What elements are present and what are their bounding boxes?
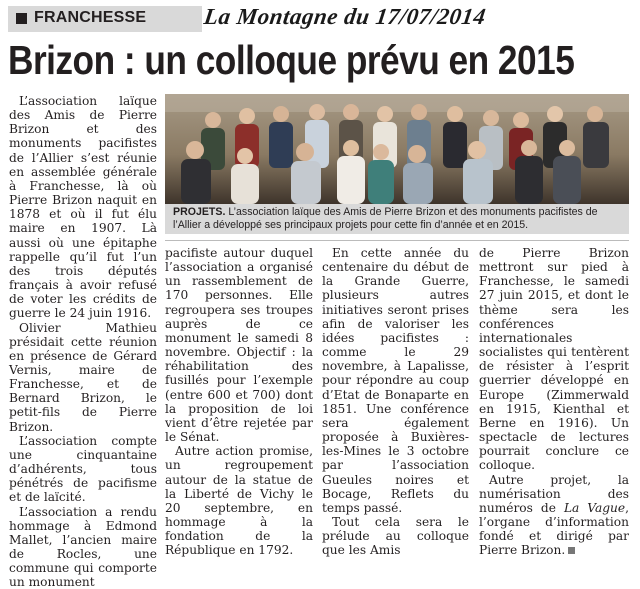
article-headline: Brizon : un colloque prévu en 2015 (8, 37, 575, 83)
handwritten-source-note: La Montagne du 17/07/2014 (202, 4, 488, 29)
caption-lead: PROJETS. (173, 206, 226, 218)
article-column-3 (322, 246, 469, 557)
group-photo-image (165, 94, 629, 204)
paragraph: de Pierre Brizon mettront sur pied à Franchesse, le samedi 27 juin 2015, et dont le thème sera les conférences internationales socialistes qui tentèrent de résister à l’esprit guerrier développé en Europe (Zimmerwald en 1915, Kienthal et Berne en 1916). Un spectacle de lectures pourrait conclure ce colloque. (479, 246, 629, 473)
article-column-1 (9, 94, 157, 589)
paragraph: Autre action promise, un regroupement autour de la statue de la Liberté de Vichy le 20 septembre, en hommage à la fondation de la République en 1792. (165, 444, 313, 558)
article-column-2 (165, 246, 313, 557)
rubric-label: FRANCHESSE (34, 9, 147, 26)
section-rubric (8, 6, 202, 32)
paragraph: Olivier Mathieu présidait cette réunion en présence de Gérard Vernis, maire de Franchesse, et de Bernard Brizon, le petit-fils de Pierre Brizon. (9, 320, 157, 434)
text-run: , l’organe d’information fondé et dirigé par Pierre Brizon. (479, 500, 629, 558)
photo-caption (165, 204, 629, 234)
caption-text: L’association laïque des Amis de Pierre Brizon et des monuments pacifistes de l’Allier a développé ses principaux projets pour cette fin d’année et en 2015. (173, 206, 598, 231)
text-run: Autre projet, la numérisation des numéros de (479, 472, 629, 515)
paragraph (479, 473, 629, 558)
divider (165, 240, 629, 241)
rubric-square-icon (16, 13, 27, 24)
paragraph: pacifiste autour duquel l’association a organisé un rassemblement de 170 personnes. Elle regroupera ses troupes auprès de ce monument le samedi 8 novembre. Objectif : la réhabilitation des fusillés pour l’exemple (entre 600 et 700) dont la proposition de loi vient d’être rejetée par le Sénat. (165, 246, 313, 445)
newspaper-title: La Vague (563, 500, 626, 515)
end-of-article-icon (568, 547, 575, 554)
paragraph: L’association compte une cinquantaine d’adhérents, tous pénétrés de pacifisme et de laïcité. (9, 433, 157, 505)
paragraph: L’association laïque des Amis de Pierre Brizon et des monuments pacifistes de l’Allier s’est réunie en assemblée générale à Franchesse, là où Pierre Brizon naquit en 1878 et où il fut élu maire en 1907. Là aussi où une épitaphe rappelle qu’il fut l’un des trois députés français à avoir refusé de voter les crédits de guerre le 24 juin 1916. (9, 94, 157, 321)
group-photo (165, 94, 629, 204)
article-column-4 (479, 246, 629, 557)
paragraph: En cette année du centenaire du début de la Grande Guerre, plusieurs autres initiatives seront prises afin de valoriser les idées pacifistes : comme le 29 novembre, à Lapalisse, pour répondre au coup d’Etat de Bonaparte en 1851. Une conférence sera également proposée à Buxières-les-Mines le 3 octobre par l’association Gueules noires et Bocage, Reflets du temps passé. (322, 246, 469, 515)
paragraph: Tout cela sera le prélude au colloque que les Amis (322, 514, 469, 558)
paragraph: L’association a rendu hommage à Edmond Mallet, l’ancien maire de Rocles, une commune qui comporte un monument (9, 504, 157, 589)
